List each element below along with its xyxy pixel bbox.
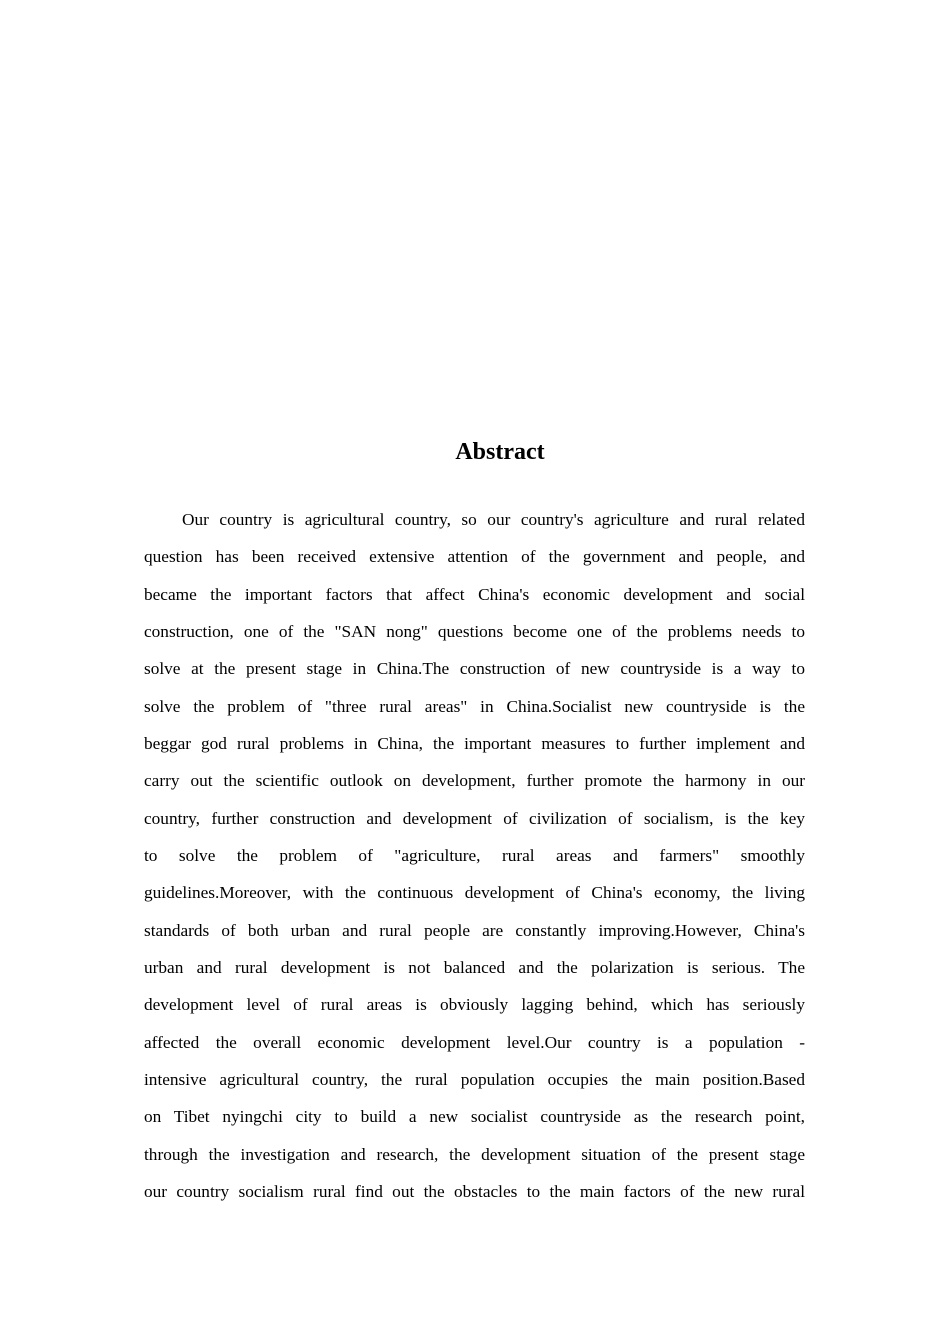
paragraph-line: development level of rural areas is obviously lagging behind, which has seriously bbox=[144, 995, 805, 1015]
abstract-body bbox=[144, 501, 805, 1210]
paragraph-line: construction, one of the "SAN nong" questions become one of the problems needs to bbox=[144, 621, 805, 641]
paragraph-line: to solve the problem of "agriculture, rural areas and farmers" smoothly bbox=[144, 845, 805, 865]
paragraph-line: Our country is agricultural country, so our country's agriculture and rural related bbox=[182, 510, 805, 529]
paragraph-line: on Tibet nyingchi city to build a new socialist countryside as the research point, bbox=[144, 1107, 805, 1127]
paragraph-line: country, further construction and development of civilization of socialism, is the key bbox=[144, 808, 805, 828]
abstract-title: Abstract bbox=[455, 439, 545, 465]
paragraph-line: guidelines.Moreover, with the continuous development of China's economy, the living bbox=[144, 883, 805, 903]
paragraph-line: solve at the present stage in China.The construction of new countryside is a way to bbox=[144, 659, 805, 679]
paragraph-line: carry out the scientific outlook on development, further promote the harmony in our bbox=[144, 771, 805, 791]
paragraph-line: solve the problem of "three rural areas" in China.Socialist new countryside is the bbox=[144, 696, 805, 716]
paragraph-line: became the important factors that affect China's economic development and social bbox=[144, 584, 805, 604]
paragraph-line: beggar god rural problems in China, the important measures to further implement and bbox=[144, 733, 805, 753]
paragraph-line: urban and rural development is not balanced and the polarization is serious. The bbox=[144, 957, 805, 977]
paragraph-line: through the investigation and research, the development situation of the present stage bbox=[144, 1144, 805, 1164]
paragraph-line: intensive agricultural country, the rural population occupies the main position.Based bbox=[144, 1069, 805, 1089]
paragraph-line: affected the overall economic development level.Our country is a population - bbox=[144, 1032, 805, 1052]
paragraph-line: standards of both urban and rural people are constantly improving.However, China's bbox=[144, 920, 805, 940]
paragraph-line: our country socialism rural find out the obstacles to the main factors of the new rural bbox=[144, 1181, 805, 1201]
paragraph-line: question has been received extensive attention of the government and people, and bbox=[144, 547, 805, 567]
